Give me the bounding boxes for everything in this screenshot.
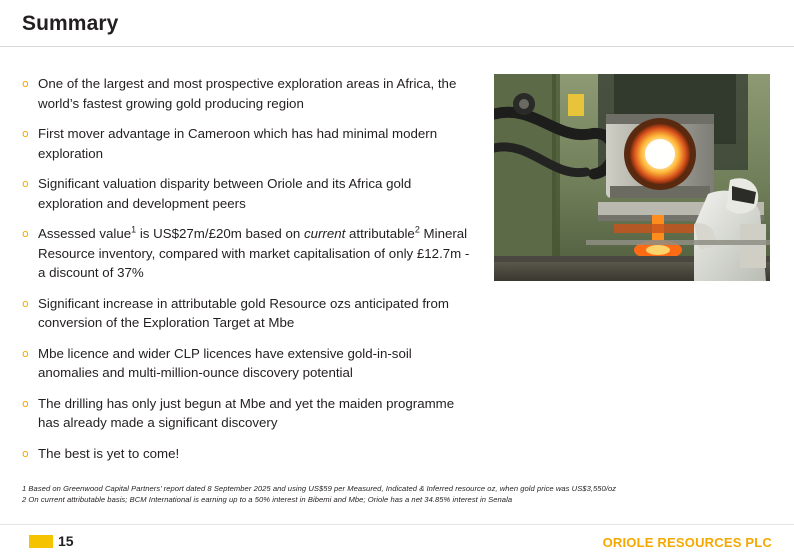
page-title: Summary [22,12,119,35]
bullet-marker-icon: o [22,127,29,140]
company-name: ORIOLE RESOURCES PLC [602,535,772,550]
bullet-item [22,174,474,213]
bullet-text [38,224,474,283]
bullet-text [38,124,474,163]
text-run: Assessed value [38,226,132,241]
bullet-text [38,344,474,383]
footnote-2: 2 On current attributable basis; BCM International is earning up to a 50% interest in Bibemi and Mbe; Oriole has a net 34.85% interest in Senala [22,495,513,504]
bullet-marker-icon: o [22,396,29,410]
text-run: The drilling has only just begun at Mbe and yet the maiden programme has already made a significant discovery [38,395,455,430]
bullet-marker-icon: o [22,346,29,360]
bullet-marker-icon: o [22,177,29,190]
text-run: One of the largest and most prospective exploration areas in Africa, the world’s fastest growing gold producing region [38,76,457,111]
text-run: Significant increase in attributable gold Resource ozs anticipated from conversion of the Exploration Target at Mbe [38,295,449,330]
emphasis-text: current [303,226,346,241]
bullet-item [22,124,474,163]
bullet-text [38,74,474,113]
bullet-text [38,444,474,464]
footnote-reference: 2 [414,224,420,235]
footnote-reference: 1 [131,224,137,235]
bullet-marker-icon: o [22,227,29,240]
text-run: is US$27m/£20m based on [136,226,304,241]
bullet-item [22,394,474,433]
text-run: The best is yet to come! [38,445,180,461]
text-run: attributable [345,226,415,241]
gold-pour-furnace-photo [494,74,770,281]
text-run: Significant valuation disparity between Oriole and its Africa gold exploration and development peers [38,176,412,211]
footer-accent-square [29,535,53,548]
bullet-item [22,294,474,333]
text-run: First mover advantage in Cameroon which has had minimal modern exploration [38,126,438,161]
text-run: Mbe licence and wider CLP licences have extensive gold-in-soil anomalies and multi-million-ounce discovery potential [38,345,412,380]
bullet-list [22,74,474,474]
bullet-text [38,174,474,213]
bullet-item [22,444,474,464]
bullet-marker-icon: o [22,446,29,460]
bullet-item [22,344,474,383]
bullet-item [22,74,474,113]
title-divider [0,46,794,47]
bullet-marker-icon: o [22,296,29,310]
bullet-marker-icon: o [22,77,29,90]
bullet-text [38,394,474,433]
bullet-item [22,224,474,283]
footnote-1: 1 Based on Greenwood Capital Partners’ report dated 8 September 2025 and using US$59 per Measured, Indicated & Inferred resource oz, when gold price was US$3,550/oz [22,484,617,493]
bullet-text [38,294,474,333]
footnotes [22,483,772,505]
text-run: Mineral Resource inventory, compared with market capitalisation of only £12.7m - a discount of 37% [38,226,470,280]
page-number: 15 [58,533,74,549]
